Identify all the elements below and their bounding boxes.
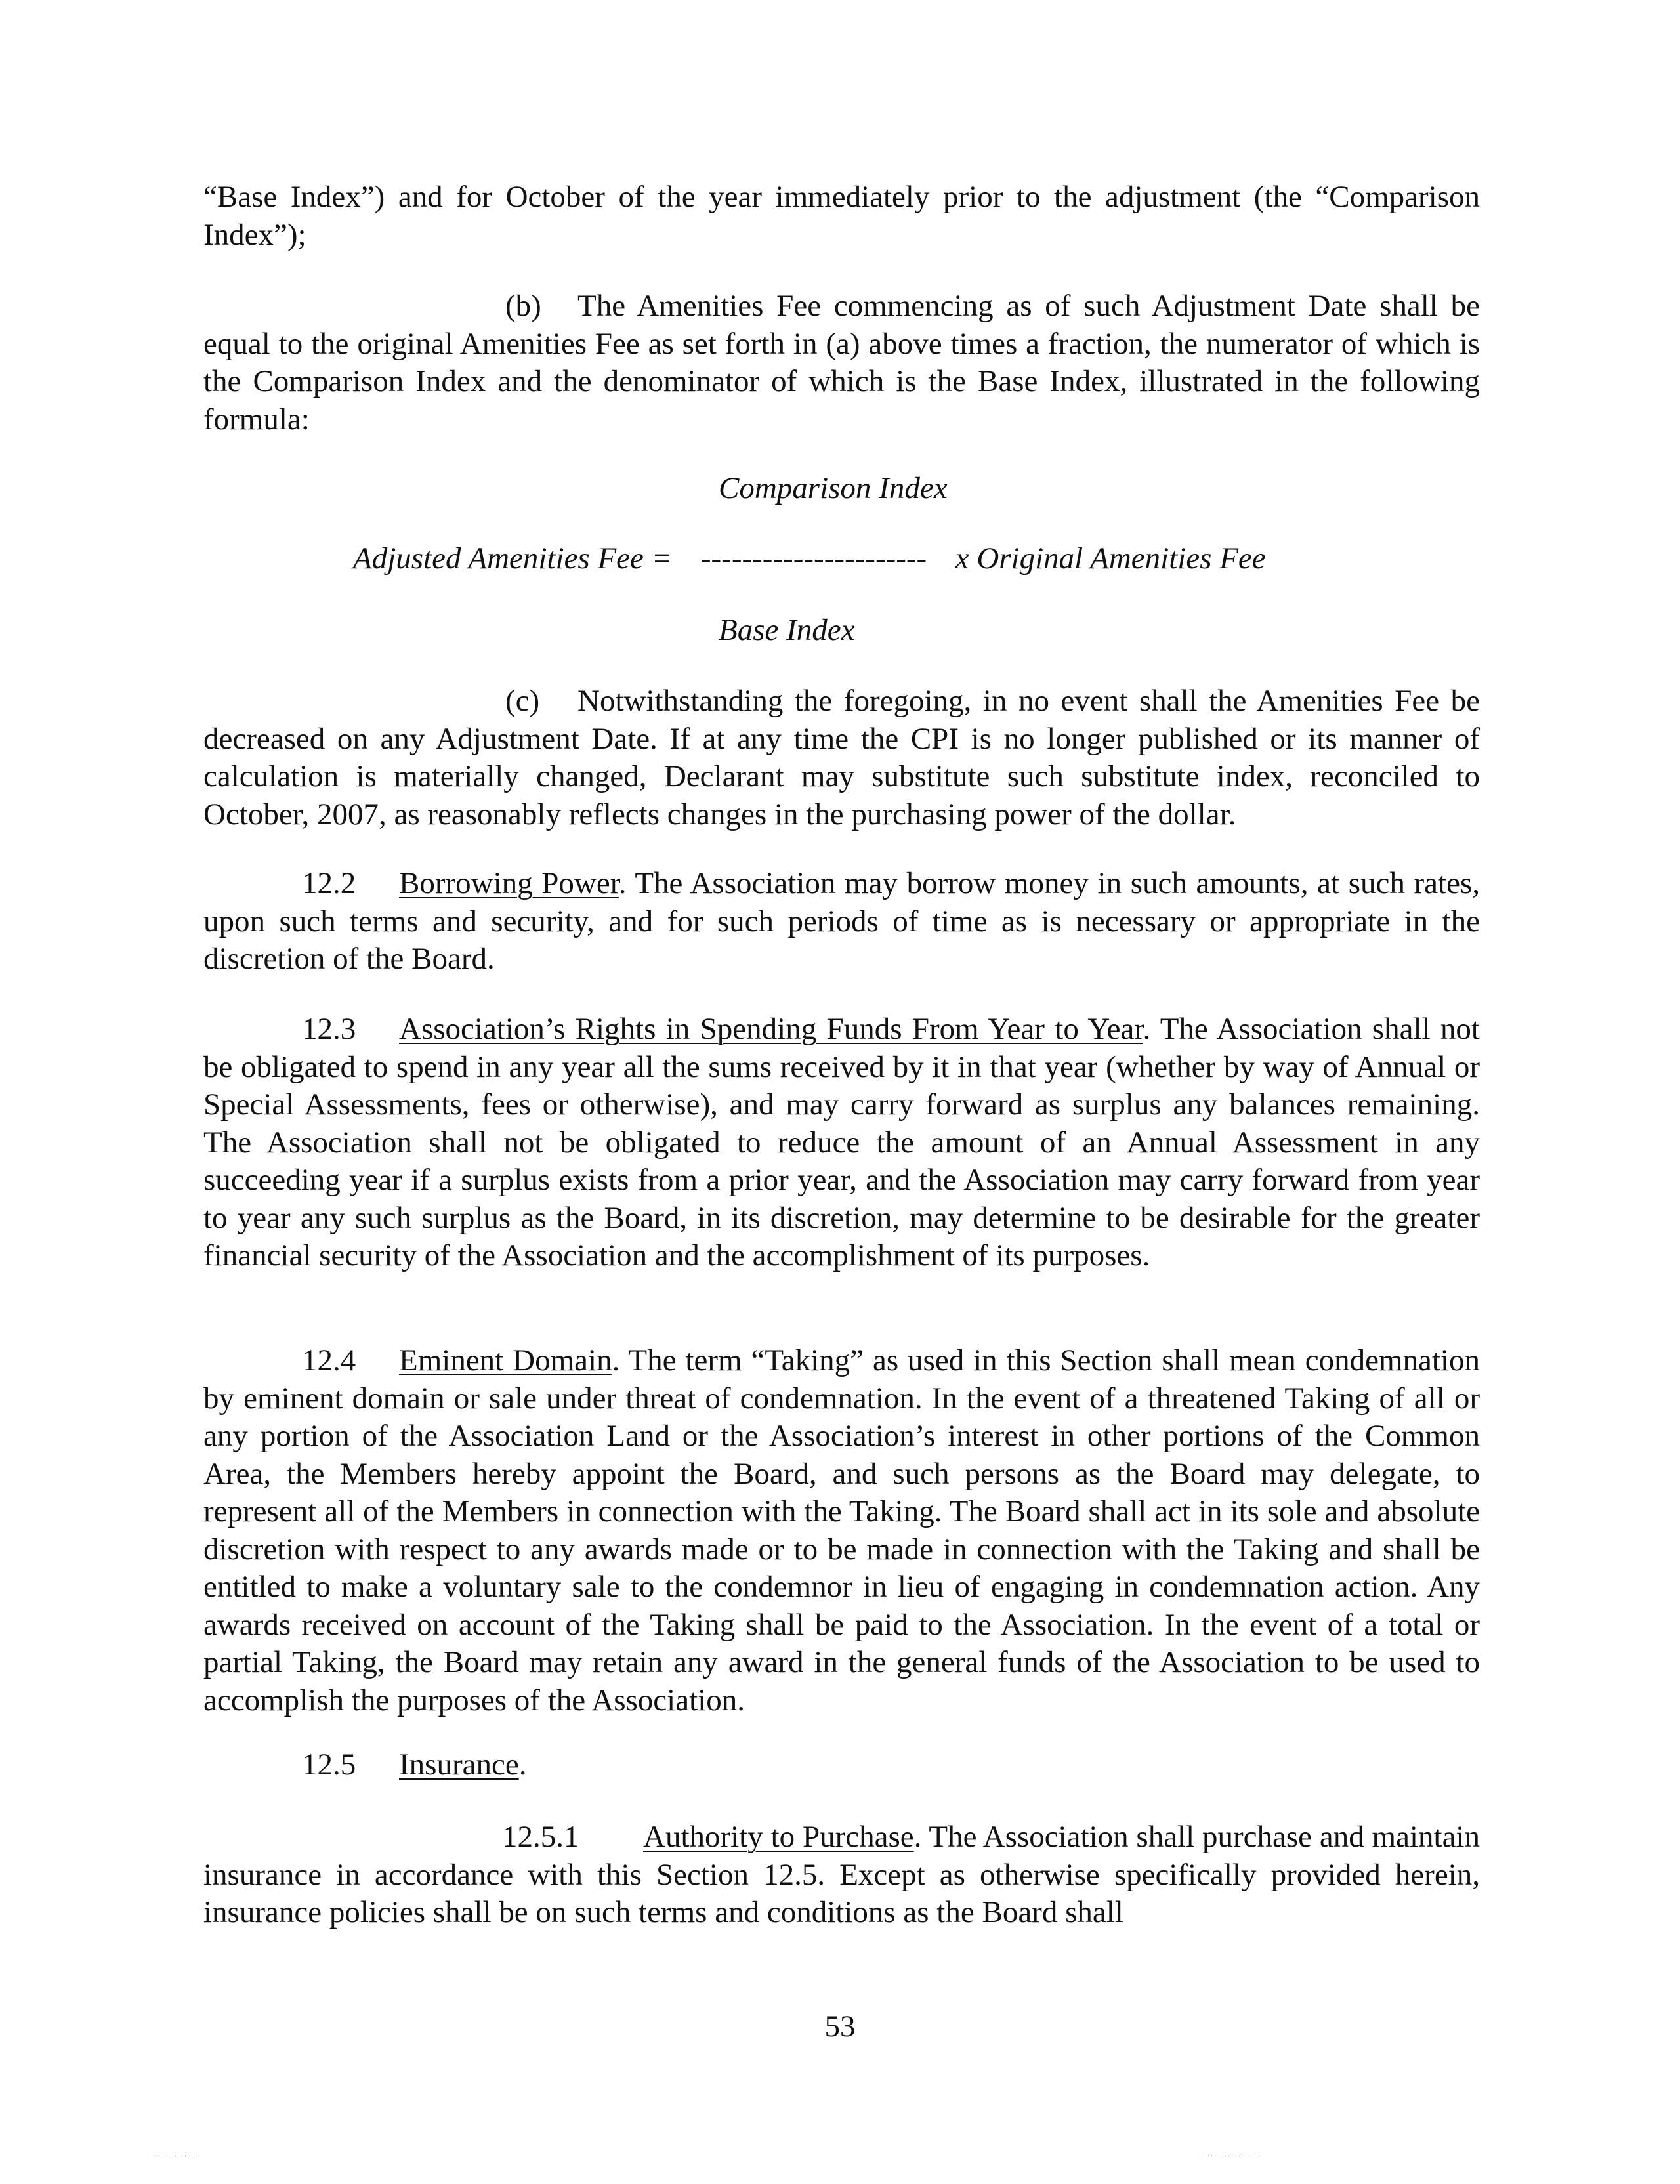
paragraph-c [203,682,1480,833]
section-12-5 [203,1746,1480,1784]
formula-rhs: x Original Amenities Fee [955,541,1266,576]
paragraph-c-text: Notwithstanding the foregoing, in no event shall the Amenities Fee be decreased on any Adjustment Date. If at any time the CPI is no longer published or its manner of calculation is materially changed, Declarant may substitute such substitute index, reconciled to October, 2007, as reasonably reflects changes in the purchasing power of the dollar. [203,684,1480,831]
section-12-3 [203,1011,1480,1275]
section-12-5-1 [203,1818,1480,1932]
section-12-4 [203,1342,1480,1719]
formula-line [353,540,1337,578]
formula-lhs: Adjusted Amenities Fee = [353,541,673,576]
section-12-5-heading: Insurance [399,1748,519,1782]
continuation-text: “Base Index”) and for October of the year immediately prior to the adjustment (the “Comparison Index”); [203,180,1480,252]
section-12-2-text: . The Association may borrow money in such amounts, at such rates, upon such terms and security, and for such periods of time as is necessary or appropriate in the discretion of the Board. [203,866,1480,976]
section-12-5-number: 12.5 [302,1748,356,1782]
formula-fraction-bar: ---------------------- [700,541,927,576]
formula-numerator: Comparison Index [719,471,948,505]
section-12-5-1-number: 12.5.1 [502,1820,579,1854]
section-12-3-heading: Association’s Rights in Spending Funds From Year to Year [399,1012,1143,1046]
scan-artifact-left: ··· ·· · ·· · · [151,2153,201,2160]
section-12-5-suffix: . [518,1748,527,1782]
section-12-2-heading: Borrowing Power [399,866,619,900]
section-12-5-1-text: . The Association shall purchase and maintain insurance in accordance with this Section 12.5. Except as otherwise specifically provided herein, insurance policies shall be on such terms and conditions as the Board shall [203,1820,1480,1929]
paragraph-b-label: (b) [505,289,541,323]
section-12-3-number: 12.3 [302,1012,356,1046]
section-12-4-text: . The term “Taking” as used in this Section shall mean condemnation by eminent domain or sale under threat of condemnation. In the event of a threatened Taking of all or any portion of the Association Land or the Association’s interest in other portions of the Common Area, the Members hereby appoint the Board, and such persons as the Board may delegate, to represent all of the Members in connection with the Taking. The Board shall act in its sole and absolute discretion with respect to any awards made or to be made in connection with the Taking and shall be entitled to make a voluntary sale to the condemnor in lieu of engaging in condemnation action. Any awards received on account of the Taking shall be paid to the Association. In the event of a total or partial Taking, the Board may retain any award in the general funds of the Association to be used to accomplish the purposes of the Association. [203,1343,1480,1717]
continuation-paragraph [203,178,1480,254]
paragraph-c-label: (c) [505,684,540,718]
section-12-4-heading: Eminent Domain [399,1343,612,1377]
section-12-3-text: . The Association shall not be obligated to spend in any year all the sums received by it in that year (whether by way of Annual or Special Assessments, fees or otherwise), and may carry forward as surplus any balances remaining. The Association shall not be obligated to reduce the amount of an Annual Assessment in any succeeding year if a surplus exists from a prior year, and the Association may carry forward from year to year any such surplus as the Board, in its discretion, may determine to be desirable for the greater financial security of the Association and the accomplishment of its purposes. [203,1012,1480,1272]
paragraph-b-text: The Amenities Fee commencing as of such Adjustment Date shall be equal to the original Amenities Fee as set forth in (a) above times a fraction, the numerator of which is the Comparison Index and the denominator of which is the Base Index, illustrated in the following formula: [203,289,1480,436]
section-12-2 [203,865,1480,978]
scan-artifact-right: · ···· ······ ·· · [1201,2153,1262,2160]
section-12-5-1-heading: Authority to Purchase [643,1820,914,1854]
page-number: 53 [824,2009,856,2044]
formula-denominator: Base Index [719,613,855,647]
paragraph-b [203,287,1480,438]
section-12-4-number: 12.4 [302,1343,356,1377]
section-12-2-number: 12.2 [302,866,356,900]
